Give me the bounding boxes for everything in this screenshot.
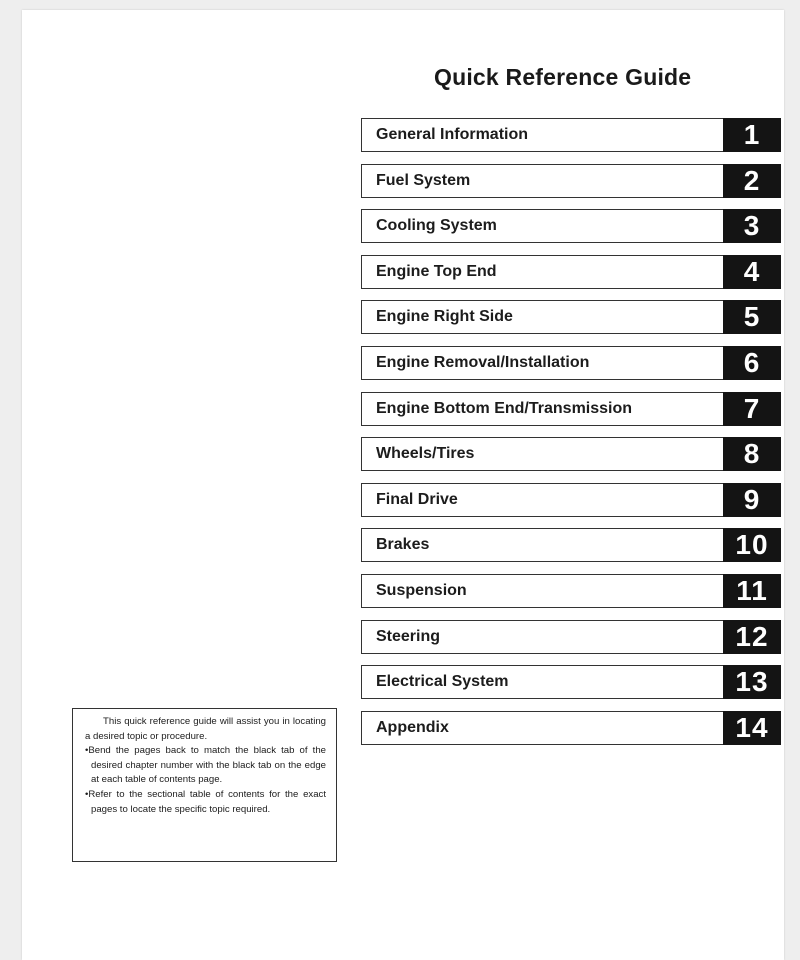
chapter-index: [361, 118, 781, 756]
chapter-label-box: [361, 209, 723, 243]
chapter-row-5[interactable]: [361, 300, 781, 334]
note-bullet-text: Refer to the sectional table of contents for the exact pages to locate the specific topic required.: [88, 788, 326, 815]
chapter-label: Engine Right Side: [376, 308, 513, 326]
chapter-label: Engine Top End: [376, 262, 497, 280]
chapter-label-box: [361, 528, 723, 562]
chapter-label: Cooling System: [376, 217, 497, 235]
chapter-label-box: [361, 574, 723, 608]
chapter-tab[interactable]: 12: [723, 620, 781, 654]
chapter-row-1[interactable]: [361, 118, 781, 152]
chapter-label-box: [361, 392, 723, 426]
chapter-tab[interactable]: 2: [723, 164, 781, 198]
chapter-tab[interactable]: 6: [723, 346, 781, 380]
chapter-tab[interactable]: 8: [723, 437, 781, 471]
chapter-label: Engine Removal/Installation: [376, 353, 590, 371]
note-bullet-text: Bend the pages back to match the black tab of the desired chapter number with the black tab on the edge at each table of contents page.: [88, 745, 326, 786]
chapter-tab[interactable]: 1: [723, 118, 781, 152]
note-intro-text: This quick reference guide will assist you in locating a desired topic or procedure.: [85, 716, 326, 742]
chapter-label: Fuel System: [376, 171, 471, 189]
chapter-label-box: [361, 118, 723, 152]
chapter-label: Appendix: [376, 718, 449, 736]
chapter-row-9[interactable]: [361, 483, 781, 517]
chapter-label-box: [361, 711, 723, 745]
chapter-tab[interactable]: 13: [723, 665, 781, 699]
document-page: [22, 10, 784, 960]
chapter-row-3[interactable]: [361, 209, 781, 243]
chapter-tab[interactable]: 14: [723, 711, 781, 745]
chapter-row-12[interactable]: [361, 620, 781, 654]
chapter-tab[interactable]: 10: [723, 528, 781, 562]
bullet-icon: •: [85, 745, 89, 757]
bullet-icon: •: [85, 788, 89, 800]
chapter-label: Steering: [376, 627, 441, 645]
chapter-label-box: [361, 346, 723, 380]
chapter-label: General Information: [376, 126, 529, 143]
chapter-label-box: [361, 665, 723, 699]
chapter-label-box: [361, 620, 723, 654]
chapter-label: Brakes: [376, 536, 430, 554]
chapter-tab[interactable]: 7: [723, 392, 781, 426]
chapter-label-box: [361, 255, 723, 289]
chapter-label-box: [361, 164, 723, 198]
chapter-row-10[interactable]: [361, 528, 781, 562]
usage-note-box: [72, 708, 337, 862]
chapter-label: Wheels/Tires: [376, 445, 475, 463]
note-bullet-item: [85, 788, 326, 817]
chapter-tab[interactable]: 11: [723, 574, 781, 608]
chapter-row-7[interactable]: [361, 392, 781, 426]
chapter-tab[interactable]: 5: [723, 300, 781, 334]
chapter-label: Final Drive: [376, 490, 458, 508]
chapter-label-box: [361, 300, 723, 334]
chapter-row-8[interactable]: [361, 437, 781, 471]
chapter-row-2[interactable]: [361, 164, 781, 198]
chapter-tab[interactable]: 9: [723, 483, 781, 517]
chapter-label: Suspension: [376, 581, 467, 599]
chapter-tab[interactable]: 4: [723, 255, 781, 289]
chapter-row-14[interactable]: [361, 711, 781, 745]
chapter-row-4[interactable]: [361, 255, 781, 289]
chapter-tab[interactable]: 3: [723, 209, 781, 243]
chapter-label: Engine Bottom End/Transmission: [376, 399, 633, 417]
chapter-label-box: [361, 437, 723, 471]
chapter-row-11[interactable]: [361, 574, 781, 608]
page-title: Quick Reference Guide: [434, 64, 692, 90]
note-bullet-item: [85, 744, 326, 788]
chapter-row-13[interactable]: [361, 665, 781, 699]
chapter-label: Electrical System: [376, 673, 509, 691]
chapter-label-box: [361, 483, 723, 517]
chapter-row-6[interactable]: [361, 346, 781, 380]
